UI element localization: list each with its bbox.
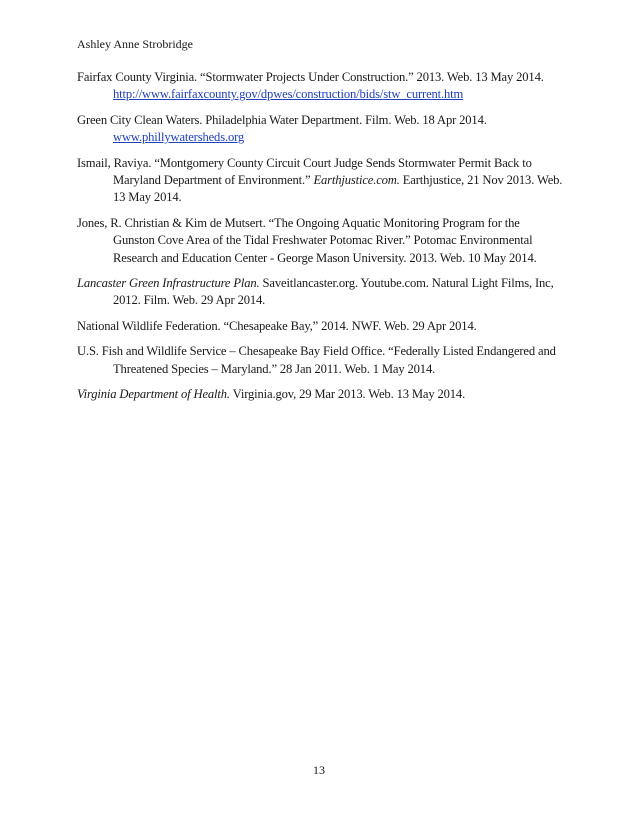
reference-link-phillywatersheds[interactable]: www.phillywatersheds.org [113, 130, 245, 145]
reference-text-post: Earthjustice, 21 Nov 2013. Web. 13 May 2014. [113, 173, 563, 205]
works-cited-list [77, 69, 563, 412]
reference-fairfax-county [77, 69, 563, 104]
reference-ismail [77, 155, 563, 207]
reference-text: U.S. Fish and Wildlife Service – Chesapeake Bay Field Office. “Federally Listed Endangered and Threatened Species – Maryland.” 28 Jan 2011. Web. 1 May 2014. [77, 344, 556, 376]
running-header-author: Ashley Anne Strobridge [77, 37, 193, 51]
page-number: 13 [313, 763, 325, 777]
reference-title-italic: Earthjustice.com. [313, 173, 400, 188]
reference-lancaster [77, 275, 563, 310]
reference-green-city-clean-waters [77, 112, 563, 147]
reference-text: Fairfax County Virginia. “Stormwater Projects Under Construction.” 2013. Web. 13 May 2014. [77, 70, 544, 84]
reference-text: National Wildlife Federation. “Chesapeake Bay,” 2014. NWF. Web. 29 Apr 2014. [77, 318, 477, 333]
reference-jones [77, 215, 563, 267]
reference-national-wildlife-federation [77, 318, 563, 335]
reference-title-italic: Virginia Department of Health. [77, 387, 230, 402]
reference-text: Green City Clean Waters. Philadelphia Water Department. Film. Web. 18 Apr 2014. [77, 112, 487, 127]
reference-virginia-health [77, 386, 563, 403]
reference-text-post: Saveitlancaster.org. Youtube.com. Natural Light Films, Inc, 2012. Film. Web. 29 Apr 2014. [113, 276, 554, 308]
reference-text: Jones, R. Christian & Kim de Mutsert. “The Ongoing Aquatic Monitoring Program for the Gunston Cove Area of the Tidal Freshwater Potomac River.” Potomac Environmental Research and Education Center - George Mason University. 2013. Web. 10 May 2014. [77, 215, 537, 265]
reference-link-fairfax[interactable]: http://www.fairfaxcounty.gov/dpwes/construction/bids/stw_current.htm [113, 87, 464, 102]
reference-usfws [77, 343, 563, 378]
reference-text: Ismail, Raviya. “Montgomery County Circuit Court Judge Sends Stormwater Permit Back to Maryland Department of Environment.” [77, 155, 532, 188]
reference-title-italic: Lancaster Green Infrastructure Plan. [77, 276, 260, 291]
reference-text-post: Virginia.gov, 29 Mar 2013. Web. 13 May 2014. [229, 387, 466, 402]
